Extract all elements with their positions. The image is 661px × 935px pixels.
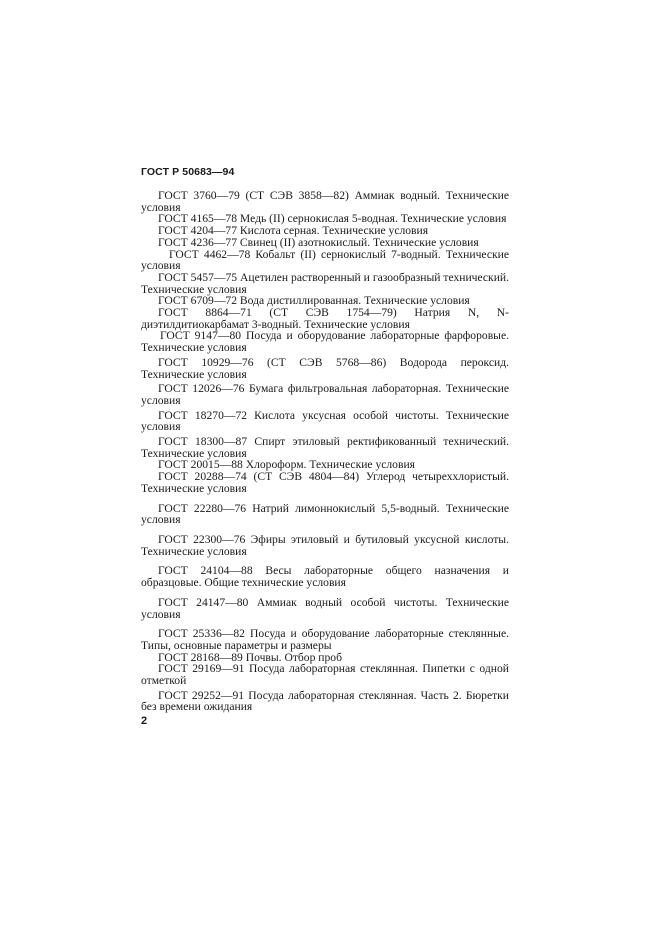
reference-item: ГОСТ 5457—75 Ацетилен растворенный и газообразный технический. Технические условия [141,270,509,296]
reference-item: ГОСТ 4462—78 Кобальт (II) сернокислый 7-водный. Технические условия [141,247,509,273]
reference-item: ГОСТ 6709—72 Вода дистиллированная. Технические условия [158,294,470,308]
reference-item: ГОСТ 24147—80 Аммиак водный особой чистоты. Технические условия [141,595,509,621]
reference-item: ГОСТ 29169—91 Посуда лабораторная стеклянная. Пипетки с одной отметкой [141,662,509,688]
reference-item: ГОСТ 25336—82 Посуда и оборудование лабораторные стеклянные. Типы, основные параметры и размеры [141,627,509,652]
reference-item: ГОСТ 22300—76 Эфиры этиловый и бутиловый уксусной кислоты. Технические условия [141,532,509,558]
reference-item: ГОСТ 28168—89 Почвы. Отбор проб [158,650,342,664]
normative-references-list [141,190,509,713]
reference-item: ГОСТ 22280—76 Натрий лимоннокислый 5,5-водный. Технические условия [141,501,509,527]
reference-item: ГОСТ 4165—78 Медь (II) сернокислая 5-водная. Технические условия [158,212,507,226]
reference-item: ГОСТ 10929—76 (СТ СЭВ 5768—86) Водорода пероксид. Технические условия [141,355,509,381]
document-header-code: ГОСТ Р 50683—94 [141,166,235,178]
page-number: 2 [141,715,148,727]
reference-item: ГОСТ 3760—79 (СТ СЭВ 3858—82) Аммиак водный. Технические условия [141,189,509,214]
reference-item: ГОСТ 9147—80 Посуда и оборудование лабораторные фарфоровые. Технические условия [141,329,509,355]
reference-item: ГОСТ 8864—71 (СТ СЭВ 1754—79) Натрия N, N-диэтилдитиокарбамат 3-водный. Технические условия [141,306,509,331]
reference-item: ГОСТ 18300—87 Спирт этиловый ректификованный технический. Технические условия [141,435,509,460]
reference-item: ГОСТ 29252—91 Посуда лабораторная стеклянная. Часть 2. Бюретки без времени ожидания [141,688,509,714]
reference-item: ГОСТ 4204—77 Кислота серная. Технические условия [158,224,429,238]
reference-item: ГОСТ 20015—88 Хлороформ. Технические условия [158,458,415,472]
reference-item: ГОСТ 18270—72 Кислота уксусная особой чистоты. Технические условия [141,408,509,434]
reference-item: ГОСТ 24104—88 Весы лабораторные общего назначения и образцовые. Общие технические условия [141,564,509,590]
reference-item: ГОСТ 12026—76 Бумага фильтровальная лабораторная. Технические условия [141,382,509,407]
reference-item: ГОСТ 4236—77 Свинец (II) азотнокислый. Технические условия [158,235,479,249]
reference-item: ГОСТ 20288—74 (СТ СЭВ 4804—84) Углерод четыреххлористый. Технические условия [141,470,509,495]
